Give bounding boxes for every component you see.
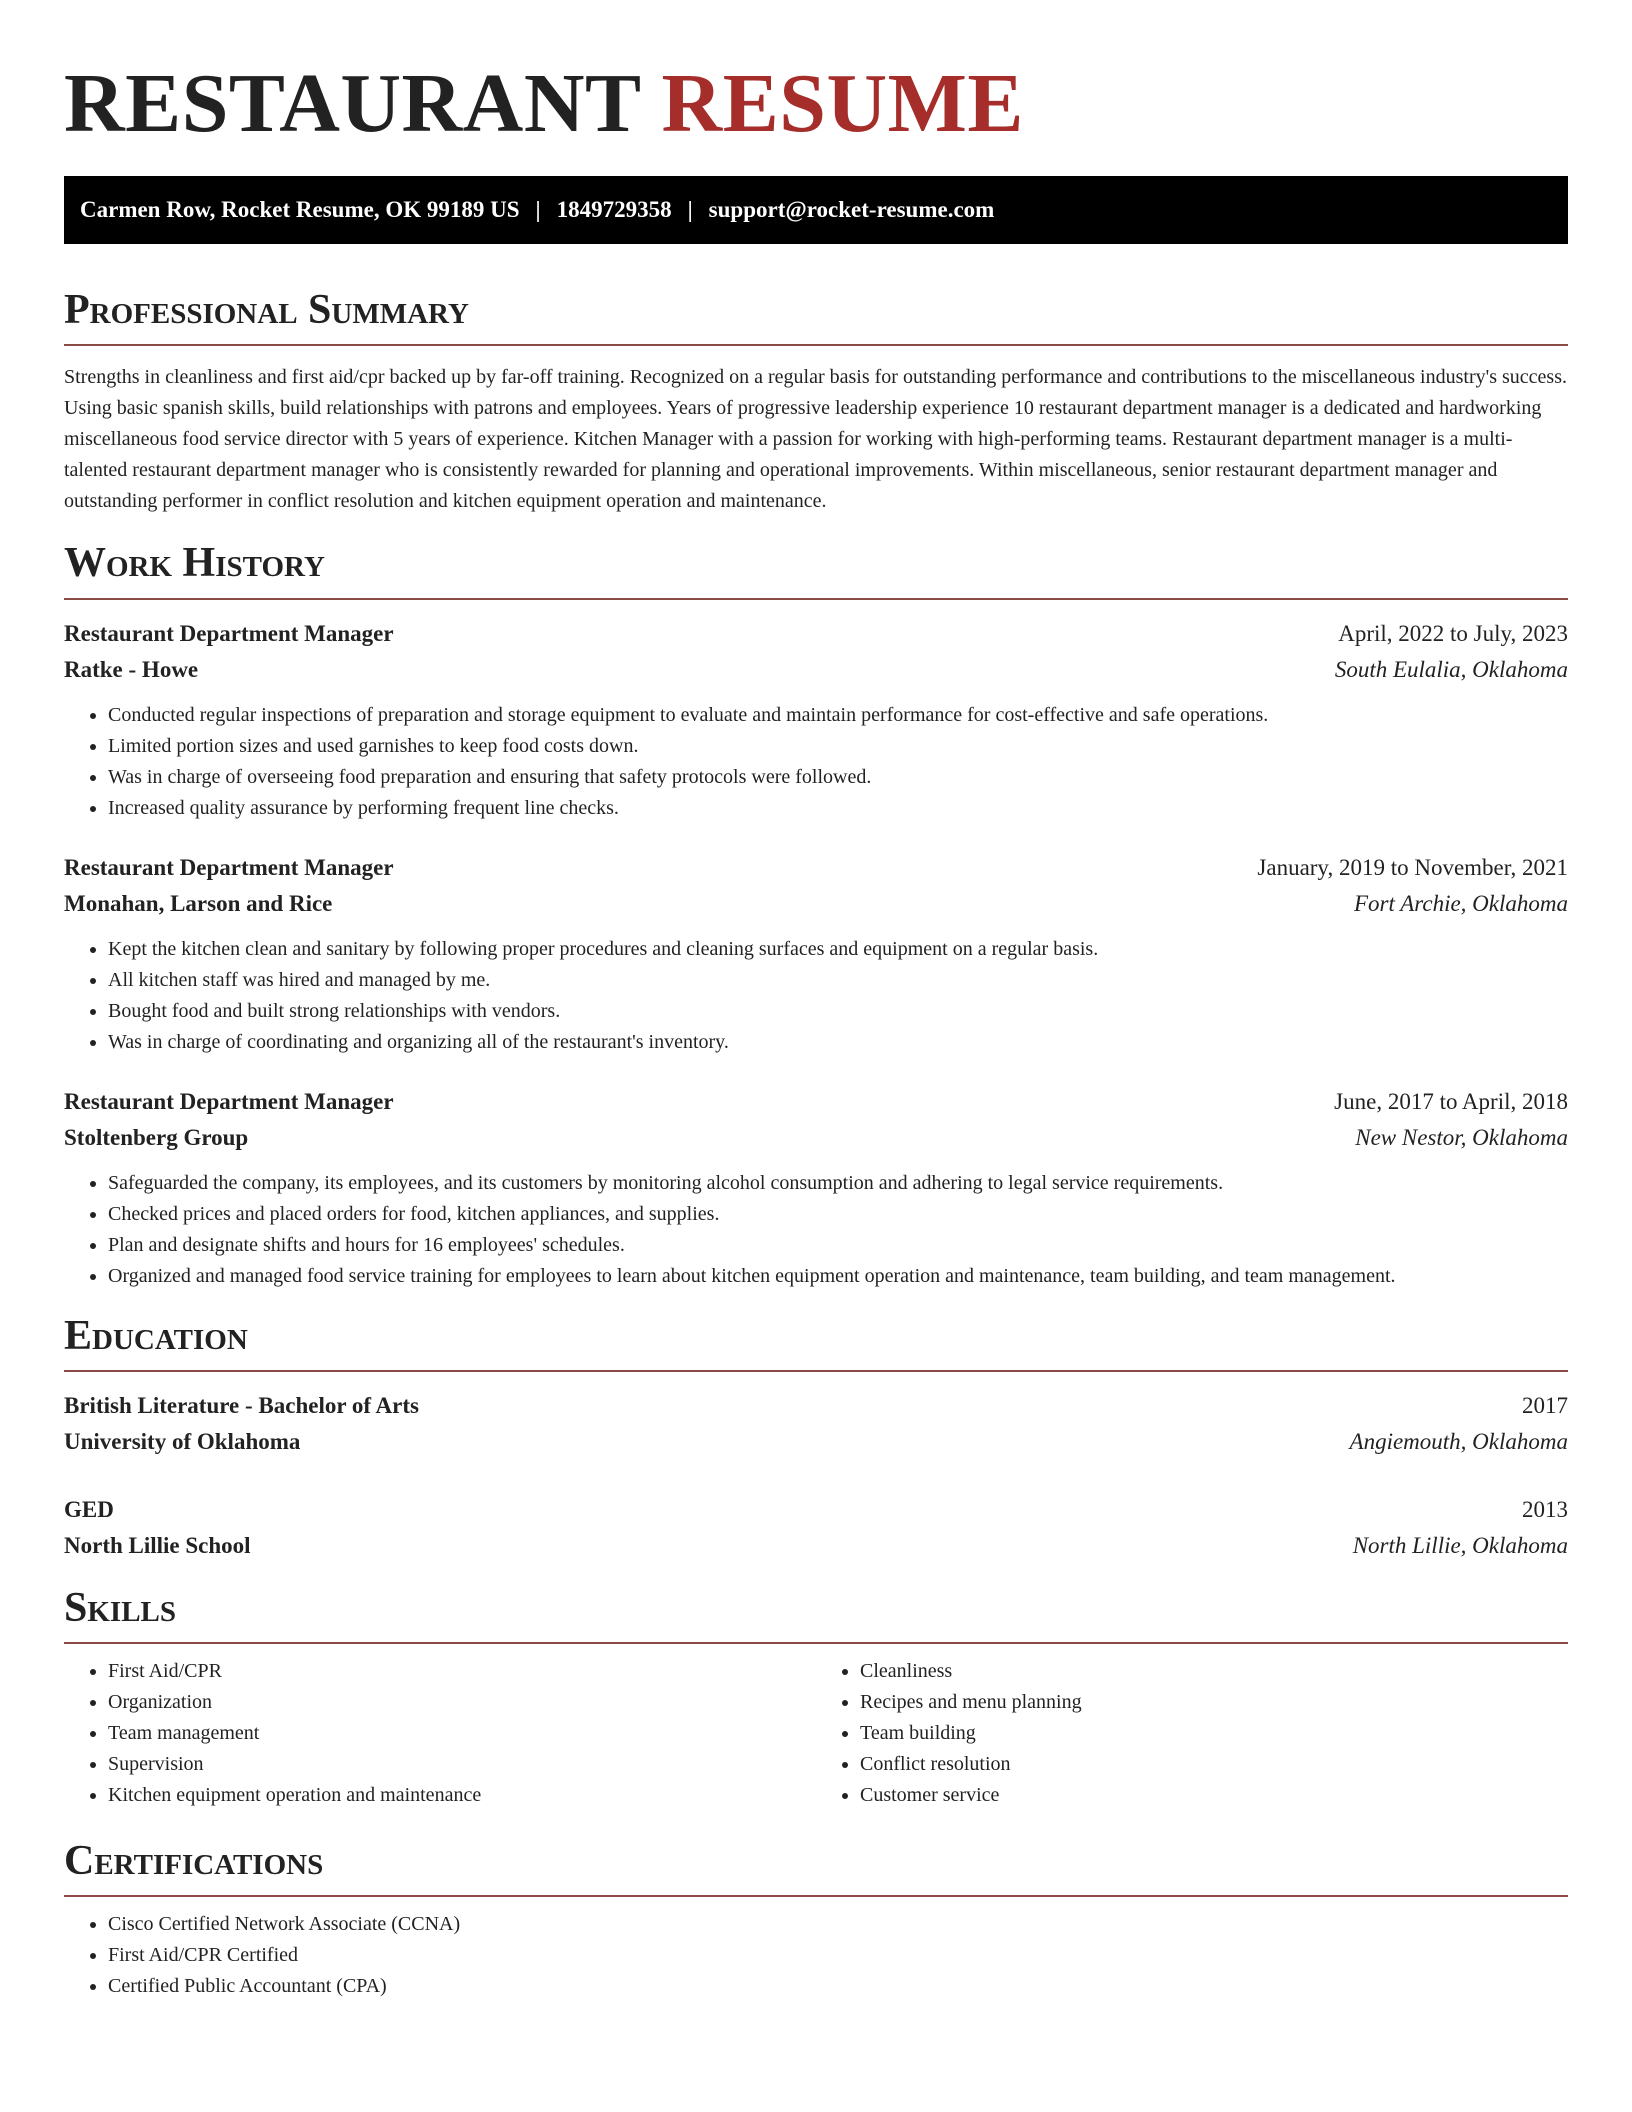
education-year: 2017 (1522, 1392, 1568, 1418)
education-entry (64, 1388, 1568, 1460)
job-dates: June, 2017 to April, 2018 (1334, 1088, 1568, 1114)
list-item: • Conducted regular inspections of preparation and storage equipment to evaluate and maintain performance for cost-effective and safe operations. (108, 700, 1568, 731)
contact-separator: | (535, 197, 541, 222)
job-title: Restaurant Department Manager (64, 1088, 394, 1114)
skills-section (64, 1584, 1568, 1811)
education-school: University of Oklahoma (64, 1428, 301, 1454)
work-history-section (64, 539, 1568, 1291)
list-item: • All kitchen staff was hired and managed by me. (108, 965, 1568, 996)
certifications-list (64, 1909, 1568, 2002)
list-item: • Plan and designate shifts and hours for 16 employees' schedules. (108, 1230, 1568, 1261)
education-year: 2013 (1522, 1496, 1568, 1522)
title-accent: RESUME (661, 57, 1024, 150)
section-title-skills: Skills (64, 1584, 177, 1631)
job-dates: April, 2022 to July, 2023 (1338, 620, 1568, 646)
contact-bar (64, 176, 1568, 244)
section-title-certifications: Certifications (64, 1838, 324, 1885)
list-item: • Organization (108, 1687, 816, 1718)
list-item: • Limited portion sizes and used garnishes to keep food costs down. (108, 731, 1568, 762)
contact-email: support@rocket-resume.com (708, 197, 995, 222)
section-divider (64, 344, 1568, 346)
job-title: Restaurant Department Manager (64, 620, 394, 646)
list-item: • Team building (860, 1718, 1568, 1749)
list-item: • Team management (108, 1718, 816, 1749)
job-title: Restaurant Department Manager (64, 854, 394, 880)
list-item: • Safeguarded the company, its employees, and its customers by monitoring alcohol consumption and adhering to legal service requirements. (108, 1168, 1568, 1199)
section-title-work-history: Work History (64, 540, 325, 587)
certifications-section (64, 1837, 1568, 2002)
education-entry (64, 1492, 1568, 1564)
contact-address: Carmen Row, Rocket Resume, OK 99189 US (80, 197, 520, 222)
job-company: Ratke - Howe (64, 656, 199, 682)
section-divider (64, 1895, 1568, 1897)
contact-phone: 1849729358 (556, 197, 672, 222)
list-item: • Was in charge of coordinating and organizing all of the restaurant's inventory. (108, 1027, 1568, 1058)
job-company-row (64, 1120, 1568, 1156)
job-entry (64, 850, 1568, 1058)
title-main: RESTAURANT (64, 57, 641, 150)
section-divider (64, 1370, 1568, 1372)
list-item: • Cleanliness (860, 1656, 1568, 1687)
contact-separator: | (687, 197, 693, 222)
section-title-summary: Professional Summary (64, 287, 469, 333)
job-location: New Nestor, Oklahoma (1355, 1124, 1568, 1150)
summary-section (64, 286, 1568, 517)
job-header-row (64, 1084, 1568, 1120)
education-school-row (64, 1424, 1568, 1460)
job-bullets (64, 1168, 1568, 1292)
section-divider (64, 1642, 1568, 1644)
list-item: • Customer service (860, 1780, 1568, 1811)
list-item: • First Aid/CPR (108, 1656, 816, 1687)
education-section (64, 1312, 1568, 1564)
job-bullets (64, 700, 1568, 824)
job-location: Fort Archie, Oklahoma (1354, 890, 1568, 916)
skills-list-left (64, 1656, 816, 1811)
skills-list-right (816, 1656, 1568, 1811)
education-degree: British Literature - Bachelor of Arts (64, 1392, 419, 1418)
section-divider (64, 598, 1568, 600)
job-entry (64, 1084, 1568, 1292)
list-item: • Checked prices and placed orders for food, kitchen appliances, and supplies. (108, 1199, 1568, 1230)
job-bullets (64, 934, 1568, 1058)
list-item: • Certified Public Accountant (CPA) (108, 1971, 1568, 2002)
list-item: • Conflict resolution (860, 1749, 1568, 1780)
list-item: • Was in charge of overseeing food preparation and ensuring that safety protocols were followed. (108, 762, 1568, 793)
job-header-row (64, 616, 1568, 652)
education-school: North Lillie School (64, 1532, 251, 1558)
education-location: Angiemouth, Oklahoma (1349, 1428, 1568, 1454)
resume-title (64, 57, 1568, 150)
education-school-row (64, 1528, 1568, 1564)
job-location: South Eulalia, Oklahoma (1334, 656, 1568, 682)
list-item: • Kept the kitchen clean and sanitary by following proper procedures and cleaning surfaces and equipment on a regular basis. (108, 934, 1568, 965)
list-item: • Recipes and menu planning (860, 1687, 1568, 1718)
education-degree: GED (64, 1496, 114, 1522)
job-company-row (64, 652, 1568, 688)
list-item: • Kitchen equipment operation and maintenance (108, 1780, 816, 1811)
job-entry (64, 616, 1568, 824)
section-title-education: Education (64, 1312, 248, 1359)
list-item: • Organized and managed food service training for employees to learn about kitchen equipment operation and maintenance, team building, and team management. (108, 1261, 1568, 1292)
list-item: • Increased quality assurance by performing frequent line checks. (108, 793, 1568, 824)
list-item: • First Aid/CPR Certified (108, 1940, 1568, 1971)
job-company: Monahan, Larson and Rice (64, 890, 333, 916)
list-item: • Bought food and built strong relationships with vendors. (108, 996, 1568, 1027)
job-header-row (64, 850, 1568, 886)
education-location: North Lillie, Oklahoma (1352, 1532, 1568, 1558)
job-company: Stoltenberg Group (64, 1124, 249, 1150)
job-company-row (64, 886, 1568, 922)
skills-grid (64, 1656, 1568, 1811)
list-item: • Cisco Certified Network Associate (CCNA) (108, 1909, 1568, 1940)
education-header-row (64, 1492, 1568, 1528)
summary-text: Strengths in cleanliness and first aid/cpr backed up by far-off training. Recognized on a regular basis for outstanding performance and contributions to the miscellaneous industry's success. Using basic spanish skills, build relationships with patrons and employees. Years of progressive leadership experience 10 restaurant department manager is a dedicated and hardworking miscellaneous food service director with 5 years of experience. Kitchen Manager with a passion for working with high-performing teams. Restaurant department manager is a multi-talented restaurant department manager who is consistently rewarded for planning and operational improvements. Within miscellaneous, senior restaurant department manager and outstanding performer in conflict resolution and kitchen equipment operation and maintenance. (64, 366, 1567, 513)
job-dates: January, 2019 to November, 2021 (1257, 854, 1568, 880)
list-item: • Supervision (108, 1749, 816, 1780)
education-header-row (64, 1388, 1568, 1424)
